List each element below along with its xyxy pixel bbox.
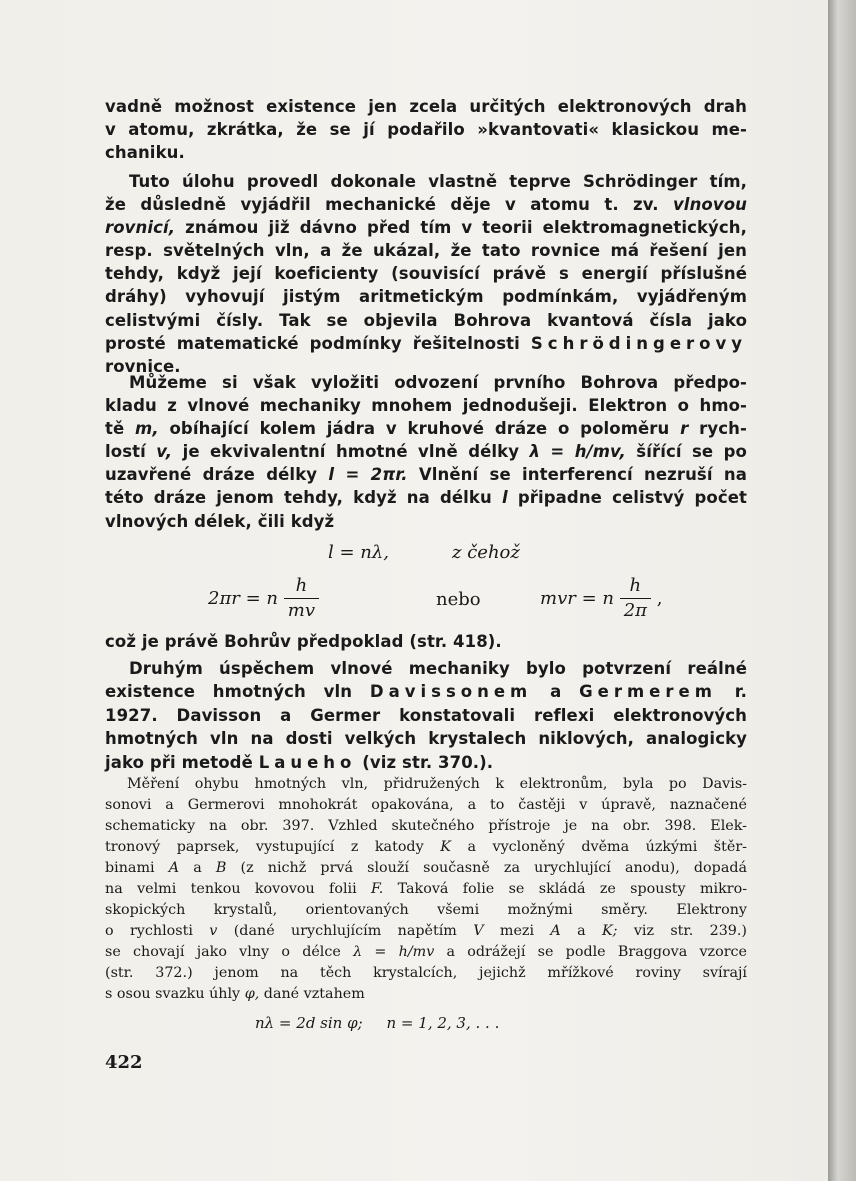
small-print-paragraph bbox=[105, 774, 747, 1005]
page-number: 422 bbox=[105, 1052, 143, 1073]
author-name-spaced: Schrödingerovy bbox=[530, 333, 747, 353]
text-line: rovnicí, známou již dávno před tím v teorii elektromagnetických, bbox=[105, 218, 747, 238]
text-line: tehdy, když její koeficienty (souvisící právě s energií příslušné bbox=[105, 264, 747, 284]
text-line: na velmi tenkou kovovou folii F. Taková folie se skládá ze spousty mikro- bbox=[105, 881, 748, 897]
text-line: existence hmotných vln Davissonem a Germerem r. bbox=[105, 682, 747, 702]
text-line: Tuto úlohu provedl dokonale vlastně teprve Schrödinger tím, bbox=[129, 172, 747, 191]
text-line: vadně možnost existence jen zcela určitých elektronových drah bbox=[105, 97, 747, 116]
text-line: tě m, obíhající kolem jádra v kruhové dráze o poloměru r rych- bbox=[105, 419, 747, 439]
text-line: kladu z vlnové mechaniky mnohem jednodušeji. Elektron o hmo- bbox=[105, 396, 747, 416]
text-line: binami A a B (z nichž prvá slouží současně za urychlující anodu), dopadá bbox=[105, 860, 748, 876]
text-line: 1927. Davisson a Germer konstatovali reflexi elektronových bbox=[105, 705, 747, 725]
equation-mvr: mvr = n $\frac{h}{2\pi}$ , bbox=[540, 575, 663, 621]
text-line: schematicky na obr. 397. Vzhled skutečného přístroje je na obr. 398. Elek- bbox=[105, 818, 747, 834]
text-line: lostí v, je ekvivalentní hmotné vlně délky λ = h/mv, šířící se po bbox=[105, 442, 747, 462]
text-line: tronový paprsek, vystupující z katody K a vycloněný dvěma úzkými štěr- bbox=[105, 839, 748, 855]
equation-l-equals-n-lambda: l = nλ, bbox=[328, 542, 390, 563]
text-line: sonovi a Germerovi mnohokrát opakována, a to častěji v úpravě, naznačené bbox=[105, 797, 747, 813]
equation-bragg: nλ = 2d sin φ; n = 1, 2, 3, . . . bbox=[255, 1014, 500, 1032]
paragraph-1 bbox=[105, 95, 747, 164]
text-line: Měření ohybu hmotných vln, přidružených k elektronům, byla po Davis- bbox=[127, 776, 747, 792]
text-line: se chovají jako vlny o délce λ = h/mv a odrážejí se podle Braggova vzorce bbox=[105, 944, 748, 960]
text-line: o rychlosti v (dané urychlujícím napětím V mezi A a K; viz str. 239.) bbox=[105, 923, 748, 939]
text-line: hmotných vln na dosti velkých krystalech niklových, analogicky bbox=[105, 729, 747, 749]
paragraph-4 bbox=[105, 630, 747, 653]
text-line: což je právě Bohrův předpoklad (str. 418). bbox=[105, 632, 502, 651]
fraction-h-over-mv: $\frac{h}{mv}$ bbox=[284, 574, 319, 623]
equation-2pir: 2πr = n $\frac{h}{mv}$ bbox=[208, 574, 319, 623]
fraction-h-over-2pi: $\frac{h}{2\pi}$ bbox=[620, 574, 651, 623]
equation-word-z-cehoz: z čehož bbox=[452, 542, 520, 563]
text-line: (str. 372.) jenom na těch krystalcích, jejichž mřížkové roviny svírají bbox=[105, 965, 747, 981]
text-line: v atomu, zkrátka, že se jí podařilo »kvantovati« klasickou me- bbox=[105, 120, 747, 139]
paragraph-3 bbox=[105, 371, 747, 533]
text-line: chaniku. bbox=[105, 143, 185, 162]
text-line: uzavřené dráze délky l = 2πr. Vlnění se interferencí nezruší na bbox=[105, 465, 747, 485]
page-edge bbox=[828, 0, 856, 1181]
text-line: jako při metodě Laueho (viz str. 370.). bbox=[105, 752, 494, 772]
text-line: s osou svazku úhly φ, dané vztahem bbox=[105, 986, 365, 1002]
text-line: Druhým úspěchem vlnové mechaniky bylo potvrzení reálné bbox=[129, 659, 747, 678]
paragraph-2 bbox=[105, 170, 747, 378]
text-line: skopických krystalů, orientovaných všemi možnými směry. Elektrony bbox=[105, 902, 747, 918]
text-line: rovnice. bbox=[105, 356, 181, 376]
text-line: prosté matematické podmínky řešitelnosti Schrödingerovy bbox=[105, 333, 747, 353]
text-line: že důsledně vyjádřil mechanické děje v atomu t. zv. vlnovou bbox=[105, 195, 747, 215]
text-line: Můžeme si však vyložiti odvození prvního Bohrova předpo- bbox=[129, 373, 747, 392]
text-line: resp. světelných vln, a že ukázal, že tato rovnice má řešení jen bbox=[105, 241, 747, 261]
text-line: celistvými čísly. Tak se objevila Bohrova kvantová čísla jako bbox=[105, 310, 747, 330]
text-line: dráhy) vyhovují jistým aritmetickým podmínkám, vyjádřeným bbox=[105, 287, 747, 307]
text-line: vlnových délek, čili když bbox=[105, 511, 335, 531]
equation-word-nebo: nebo bbox=[436, 589, 481, 610]
paragraph-5 bbox=[105, 657, 747, 774]
text-line: této dráze jenom tehdy, když na délku l připadne celistvý počet bbox=[105, 488, 747, 508]
